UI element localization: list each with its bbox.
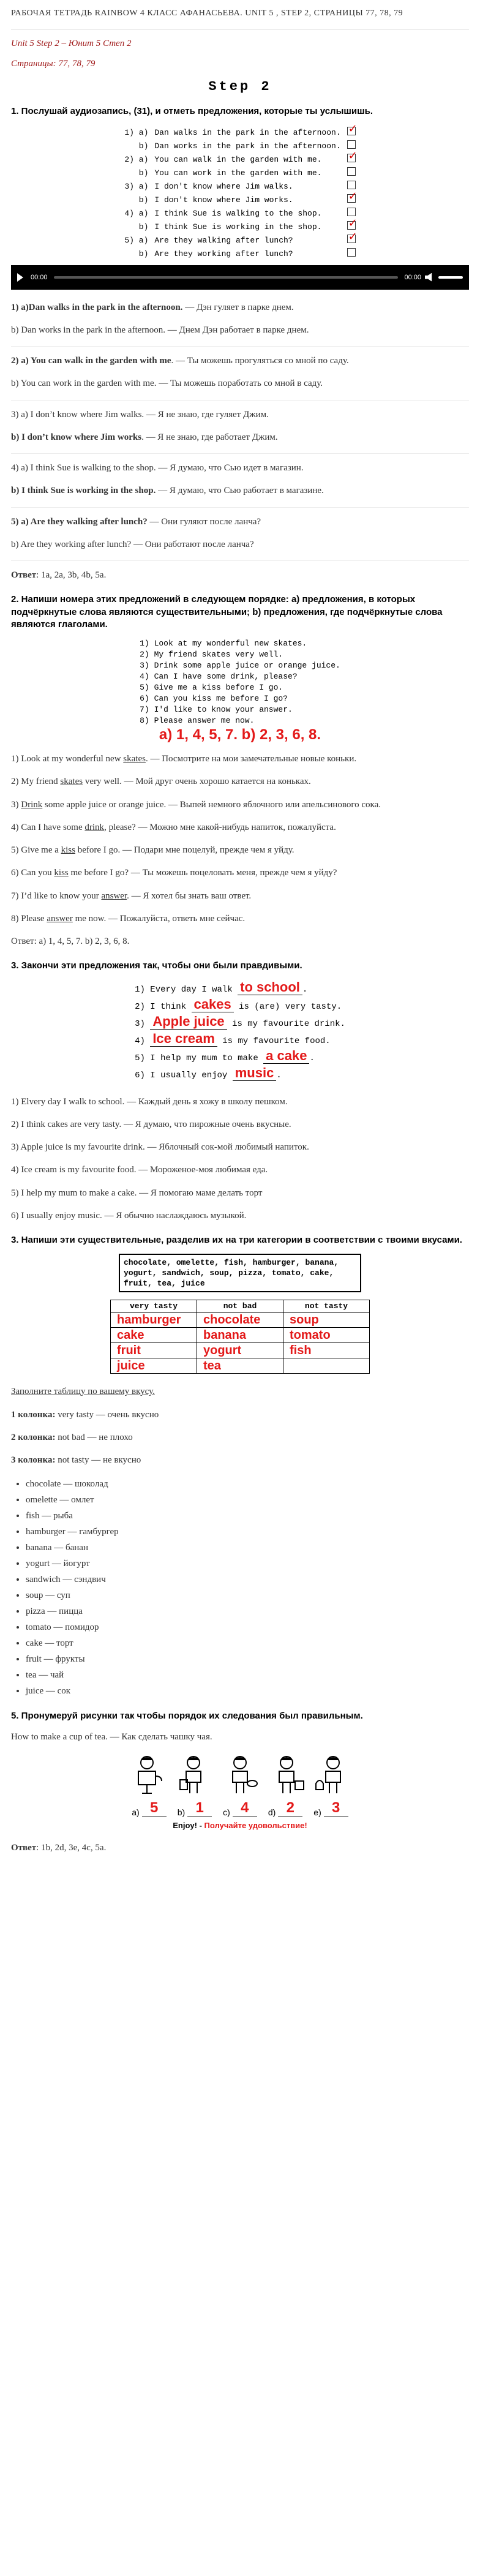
filled-answer: music xyxy=(233,1065,277,1081)
list-item: • yogurt — йогурт xyxy=(26,1556,469,1572)
list-item: • fish — рыба xyxy=(26,1508,469,1524)
list-item: • juice — сок xyxy=(26,1683,469,1699)
sentence-end: is my favourite food. xyxy=(217,1036,331,1046)
column-label: 3 колонка: xyxy=(11,1455,56,1466)
task2-sentence-list xyxy=(140,638,340,726)
picture-c-icon xyxy=(218,1753,262,1797)
column-descriptions xyxy=(11,1408,469,1468)
translation-line: 3) Apple juice is my favourite drink. — Яблочный сок-мой любимый напиток. xyxy=(11,1142,309,1153)
sentence-number: b) xyxy=(138,195,149,205)
sentence-end: is my favourite drink. xyxy=(227,1019,345,1029)
picture-d-icon xyxy=(264,1753,309,1797)
sentence-row xyxy=(122,181,358,193)
divider xyxy=(11,507,469,508)
russian-translation: — Можно мне какой-нибудь напиток, пожалуйста. xyxy=(135,822,336,832)
list-item: • omelette — омлет xyxy=(26,1492,469,1508)
english-sentence: b) You can work in the garden with me. xyxy=(11,378,157,389)
table-cell: banana xyxy=(197,1328,283,1343)
russian-translation: — Я думаю, что Сью идет в магазин. xyxy=(156,463,304,473)
table-cell: chocolate xyxy=(197,1312,283,1328)
audio-time-total: 00:00 xyxy=(404,273,421,281)
column-text: not bad — не плохо xyxy=(55,1432,133,1442)
english-part: 2) My friend xyxy=(11,777,61,787)
filled-answer: cakes xyxy=(192,996,234,1012)
pages-subtitle: Страницы: 77, 78, 79 xyxy=(11,59,96,69)
sentence-text: Dan walks in the park in the afternoon. xyxy=(154,128,341,138)
picture-order-row xyxy=(11,1799,469,1817)
fill-sentence xyxy=(135,980,345,997)
underlined-word: skates xyxy=(60,777,83,787)
task2-answer: Ответ: а) 1, 4, 5, 7. b) 2, 3, 6, 8. xyxy=(11,936,130,947)
sentence-number: b) xyxy=(138,222,149,232)
check-mark-icon: ✓ xyxy=(348,122,358,135)
list-item: 1) Look at my wonderful new skates. xyxy=(140,639,307,649)
column-description xyxy=(11,1408,469,1422)
list-item: 7) I'd like to know your answer. xyxy=(140,705,293,715)
table-cell: hamburger xyxy=(111,1312,197,1328)
sentence-number: b) xyxy=(138,249,149,259)
table-cell: cake xyxy=(111,1328,197,1343)
sentence-row xyxy=(122,235,358,247)
check-mark-icon: ✓ xyxy=(348,149,358,162)
sentence-text: Are they working after lunch? xyxy=(154,249,293,259)
filled-answer: Ice cream xyxy=(150,1031,217,1047)
underlined-word: kiss xyxy=(54,868,69,878)
task1-answer: Ответ: 1a, 2a, 3b, 4b, 5a. xyxy=(11,570,107,581)
checkbox[interactable] xyxy=(347,140,356,149)
translation-line xyxy=(11,912,469,926)
english-part: . xyxy=(127,891,129,901)
step-title: Step 2 xyxy=(208,79,272,95)
sentence-text: I think Sue is walking to the shop. xyxy=(154,209,322,219)
english-sentence: 5) a) Are they walking after lunch? xyxy=(11,516,148,527)
underlined-word: drink xyxy=(84,822,105,832)
table-row xyxy=(111,1312,370,1328)
food-vocabulary-list xyxy=(11,1476,469,1699)
list-item: • soup — суп xyxy=(26,1587,469,1603)
task1-sentence-table xyxy=(121,122,359,262)
english-part: me now. xyxy=(72,913,107,924)
order-number: 5 xyxy=(142,1799,167,1817)
divider xyxy=(11,453,469,454)
table-cell: tea xyxy=(197,1358,283,1374)
checkbox[interactable] xyxy=(347,208,356,216)
russian-translation: — Днем Дэн работает в парке днем. xyxy=(165,325,309,335)
table-cell: fruit xyxy=(111,1343,197,1358)
sentence-text: Dan works in the park in the afternoon. xyxy=(154,141,341,151)
english-sentence: b) Dan works in the park in the afternoon. xyxy=(11,325,166,335)
translation-line: 4) Ice cream is my favourite food. — Мороженое-моя любимая еда. xyxy=(11,1165,268,1175)
table-cell: juice xyxy=(111,1358,197,1374)
checkbox[interactable] xyxy=(347,149,358,162)
sentence-text: I don't know where Jim works. xyxy=(154,195,293,205)
translation-line xyxy=(11,752,469,766)
order-letter: b) xyxy=(177,1807,186,1817)
task5-subtitle: How to make a cup of tea. — Как сделать чашку чая. xyxy=(11,1731,212,1742)
filled-answer: to school xyxy=(238,979,302,995)
translation-line xyxy=(11,798,469,812)
order-letter: d) xyxy=(268,1807,276,1817)
translation-line xyxy=(11,354,469,368)
picture-e-icon xyxy=(311,1753,355,1797)
filled-answer: Apple juice xyxy=(150,1014,227,1030)
underlined-word: Drink xyxy=(21,799,43,810)
sentence-checkbox-cell xyxy=(345,149,358,166)
table-row xyxy=(111,1343,370,1358)
audio-time-current: 00:00 xyxy=(31,273,48,281)
order-entry xyxy=(223,1799,257,1817)
filled-answer: a cake xyxy=(263,1048,309,1064)
order-letter: a) xyxy=(132,1807,140,1817)
list-item: 3) Drink some apple juice or orange juice. xyxy=(140,661,340,671)
sentence-row xyxy=(122,154,358,166)
sentence-start: 4) xyxy=(135,1036,151,1046)
list-item: 8) Please answer me now. xyxy=(140,716,255,726)
translation-line xyxy=(11,821,469,835)
translation-line xyxy=(11,301,469,315)
english-part: , please? xyxy=(104,822,136,832)
underlined-word: kiss xyxy=(61,845,75,856)
sentence-row xyxy=(122,248,358,260)
sentence-end: . xyxy=(276,1070,282,1080)
sentence-start: 2) I think xyxy=(135,1001,192,1012)
audio-player[interactable] xyxy=(11,265,469,290)
russian-translation: — Подари мне поцелуй, прежде чем я уйду. xyxy=(120,845,294,856)
english-part: some apple juice or orange juice. xyxy=(42,799,167,810)
sentence-row xyxy=(122,221,358,233)
translation-line xyxy=(11,461,469,475)
divider xyxy=(11,29,469,30)
underlined-word: skates xyxy=(123,754,146,764)
translation-line xyxy=(11,889,469,903)
sentence-end: . xyxy=(302,984,308,995)
food-category-table xyxy=(110,1300,370,1374)
list-item: • tomato — помидор xyxy=(26,1619,469,1635)
picture-a-icon xyxy=(125,1753,169,1797)
order-number: 2 xyxy=(278,1799,302,1817)
russian-translation: . — Ты можешь прогуляться со мной по саду. xyxy=(171,356,349,366)
order-entry xyxy=(268,1799,302,1817)
page-title: РАБОЧАЯ ТЕТРАДЬ RAINBOW 4 КЛАСС АФАНАСЬЕВА. UNIT 5 , STEP 2, СТРАНИЦЫ 77, 78, 79 xyxy=(11,9,403,18)
russian-translation: — Пожалуйста, ответь мне сейчас. xyxy=(106,913,246,924)
order-letter: c) xyxy=(223,1807,230,1817)
table-cell: tomato xyxy=(283,1328,370,1343)
translation-line xyxy=(11,408,469,422)
sentence-row xyxy=(122,167,358,179)
checkbox[interactable] xyxy=(347,181,356,189)
enjoy-caption: Enjoy! - Получайте удовольствие! xyxy=(173,1820,307,1830)
underlined-word: answer xyxy=(101,891,127,901)
english-sentence: b) I don’t know where Jim works xyxy=(11,432,142,442)
list-item: • hamburger — гамбургер xyxy=(26,1524,469,1540)
task3-exercise xyxy=(11,980,469,1083)
sentence-number: 1) a) xyxy=(124,128,149,138)
task5-answer: Ответ: 1b, 2d, 3e, 4c, 5a. xyxy=(11,1842,107,1853)
sentence-checkbox-cell xyxy=(345,122,358,139)
russian-translation: — Ты можешь поработать со мной в саду. xyxy=(156,378,323,389)
english-sentence: 1) a)Dan walks in the park in the afternoon. xyxy=(11,302,183,312)
table-row xyxy=(111,1328,370,1343)
task3-heading: 3. Закончи эти предложения так, чтобы они были правдивыми. xyxy=(11,960,302,971)
sentence-number: 3) a) xyxy=(124,182,149,192)
english-sentence: 4) a) I think Sue is walking to the shop. xyxy=(11,463,156,473)
divider xyxy=(11,400,469,401)
sentence-number: 5) a) xyxy=(124,236,149,246)
order-number: 3 xyxy=(324,1799,348,1817)
sentence-text: I don't know where Jim walks. xyxy=(154,182,293,192)
fill-sentence xyxy=(135,1066,345,1083)
sentence-row xyxy=(122,140,358,153)
sentence-number: b) xyxy=(138,141,149,151)
list-item: 5) Give me a kiss before I go. xyxy=(140,683,283,693)
check-mark-icon: ✓ xyxy=(348,230,358,243)
table-header: not bad xyxy=(197,1300,283,1312)
sentence-end: . xyxy=(309,1053,315,1063)
table-header: not tasty xyxy=(283,1300,370,1312)
list-item: • cake — торт xyxy=(26,1635,469,1651)
translation-line xyxy=(11,866,469,880)
russian-translation: — Они гуляют после ланча? xyxy=(147,516,261,527)
english-part: 4) Can I have some xyxy=(11,822,85,832)
task2-translations xyxy=(11,752,469,926)
divider xyxy=(11,346,469,347)
table-cell: fish xyxy=(283,1343,370,1358)
checkbox[interactable] xyxy=(347,189,358,203)
sentence-number: 4) a) xyxy=(124,209,149,219)
russian-translation: — Выпей немного яблочного или апельсинового сока. xyxy=(166,799,381,810)
sentence-text: Are they walking after lunch? xyxy=(154,236,293,246)
list-item: • chocolate — шоколад xyxy=(26,1476,469,1492)
english-part: 1) Look at my wonderful new xyxy=(11,754,124,764)
column-description xyxy=(11,1453,469,1467)
checkbox[interactable] xyxy=(347,122,358,135)
table-row xyxy=(111,1358,370,1374)
english-sentence: b) Are they working after lunch? xyxy=(11,539,132,549)
english-sentence: 2) a) You can walk in the garden with me xyxy=(11,356,171,366)
sentence-checkbox-cell xyxy=(345,248,358,260)
task3-translations xyxy=(11,1095,469,1224)
volume-slider[interactable] xyxy=(438,276,463,279)
underlined-word: answer xyxy=(47,913,73,924)
sentence-number: b) xyxy=(138,168,149,178)
english-part: very well. xyxy=(83,777,122,787)
english-sentence: 3) a) I don’t know where Jim walks. xyxy=(11,409,144,420)
sentence-checkbox-cell xyxy=(345,189,358,206)
checkbox[interactable] xyxy=(347,216,358,230)
check-mark-icon: ✓ xyxy=(348,216,358,230)
order-letter: e) xyxy=(313,1807,321,1817)
order-entry xyxy=(313,1799,348,1817)
order-entry xyxy=(178,1799,212,1817)
fill-sentence xyxy=(135,1014,345,1031)
sentence-number: 2) a) xyxy=(124,155,149,165)
english-part: . xyxy=(145,754,148,764)
column-description xyxy=(11,1431,469,1445)
checkbox[interactable] xyxy=(347,167,356,176)
column-label: 1 колонка: xyxy=(11,1409,56,1420)
checkbox[interactable] xyxy=(347,248,356,257)
task2-heading: 2. Напиши номера этих предложений в следующем порядке: a) предложения, в которых подчёркнутые слова являются существительными; b) предложения, где подчёркнутые слова являются глаголами. xyxy=(11,594,443,630)
column-text: not tasty — не вкусно xyxy=(55,1455,141,1466)
list-item: • fruit — фрукты xyxy=(26,1651,469,1667)
sentence-row xyxy=(122,127,358,139)
translation-line: 5) I help my mum to make a cake. — Я помогаю маме делать торт xyxy=(11,1188,263,1198)
order-number: 4 xyxy=(233,1799,257,1817)
task4-heading: 3. Напиши эти существительные, разделив их на три категории в соответствии с твоими вкусами. xyxy=(11,1235,462,1246)
sentence-text: You can work in the garden with me. xyxy=(154,168,322,178)
translation-line: 2) I think cakes are very tasty. — Я думаю, что пирожные очень вкусные. xyxy=(11,1119,291,1129)
russian-translation: — Я не знаю, где гуляет Джим. xyxy=(144,409,269,420)
translation-line: 1) Elvery day I walk to school. — Каждый день я хожу в школу пешком. xyxy=(11,1096,288,1107)
fill-sentence xyxy=(135,1031,345,1049)
english-part: before I go. xyxy=(75,845,121,856)
checkbox[interactable] xyxy=(347,230,358,243)
russian-translation: — Посмотрите на мои замечательные новые коньки. xyxy=(148,754,357,764)
play-icon[interactable] xyxy=(17,273,23,282)
sentence-text: I think Sue is working in the shop. xyxy=(154,222,322,232)
sentence-start: 3) xyxy=(135,1019,151,1029)
list-item: • sandwich — сэндвич xyxy=(26,1572,469,1587)
russian-translation: — Я думаю, что Сью работает в магазине. xyxy=(156,486,324,496)
russian-translation: . — Я не знаю, где работает Джим. xyxy=(141,432,278,442)
sentence-start: 5) I help my mum to make xyxy=(135,1053,264,1063)
table-cell xyxy=(283,1358,370,1374)
table-cell: soup xyxy=(283,1312,370,1328)
translation-line xyxy=(11,538,469,552)
sentence-row xyxy=(122,208,358,220)
translation-line xyxy=(11,377,469,391)
task3-fill-sentences xyxy=(135,980,345,1083)
translation-line xyxy=(11,484,469,498)
russian-translation: — Ты можешь поцеловать меня, прежде чем я уйду? xyxy=(129,868,337,878)
translation-line xyxy=(11,431,469,445)
table-cell: yogurt xyxy=(197,1343,283,1358)
order-entry xyxy=(132,1799,166,1817)
list-item: • tea — чай xyxy=(26,1667,469,1683)
fill-sentence xyxy=(135,1049,345,1066)
sentence-checkbox-cell xyxy=(345,230,358,247)
column-label: 2 колонка: xyxy=(11,1432,56,1442)
task1-heading: 1. Послушай аудиозапись, (31), и отметь предложения, которые ты услышишь. xyxy=(11,106,373,117)
sentence-end: is (are) very tasty. xyxy=(233,1001,342,1012)
sentence-text: You can walk in the garden with me. xyxy=(154,155,322,165)
english-part: 3) xyxy=(11,799,21,810)
task2-handwritten-answer: a) 1, 4, 5, 7. b) 2, 3, 6, 8. xyxy=(159,726,321,744)
translation-line xyxy=(11,323,469,337)
table-header: very tasty xyxy=(111,1300,197,1312)
tea-pictures xyxy=(11,1753,469,1797)
translation-line xyxy=(11,515,469,529)
fill-sentence xyxy=(135,997,345,1014)
sentence-checkbox-cell xyxy=(345,167,358,179)
task5-heading: 5. Пронумеруй рисунки так чтобы порядок их следования был правильным. xyxy=(11,1711,363,1722)
russian-translation: — Я хотел бы знать ваш ответ. xyxy=(129,891,252,901)
task2-exercise xyxy=(11,638,469,744)
english-part: 6) Can you xyxy=(11,868,54,878)
fill-table-note: Заполните таблицу по вашему вкусу. xyxy=(11,1387,155,1397)
picture-b-icon xyxy=(171,1753,216,1797)
column-text: very tasty — очень вкусно xyxy=(55,1409,159,1420)
english-part: 5) Give me a xyxy=(11,845,61,856)
sentence-start: 6) I usually enjoy xyxy=(135,1070,233,1080)
sentence-row xyxy=(122,194,358,206)
translation-line: 6) I usually enjoy music. — Я обычно наслаждаюсь музыкой. xyxy=(11,1210,247,1221)
list-item: 2) My friend skates very well. xyxy=(140,650,283,660)
divider xyxy=(11,560,469,561)
translation-line xyxy=(11,843,469,857)
unit-subtitle: Unit 5 Step 2 – Юнит 5 Степ 2 xyxy=(11,39,132,49)
russian-translation: — Они работают после ланча? xyxy=(131,539,254,549)
russian-translation: — Мой друг очень хорошо катается на коньках. xyxy=(121,777,311,787)
english-part: me before I go? xyxy=(68,868,129,878)
english-sentence: b) I think Sue is working in the shop. xyxy=(11,486,156,496)
sentence-start: 1) Every day I walk xyxy=(135,984,238,995)
list-item: • banana — банан xyxy=(26,1540,469,1556)
english-part: 8) Please xyxy=(11,913,47,924)
food-words-box: chocolate, omelette, fish, hamburger, banana, yogurt, sandwich, soup, pizza, tomato, cake, fruit, tea, juice xyxy=(119,1254,361,1292)
list-item: 4) Can I have some drink, please? xyxy=(140,672,298,682)
check-mark-icon: ✓ xyxy=(348,189,358,203)
order-number: 1 xyxy=(187,1799,212,1817)
task1-translations xyxy=(11,301,469,562)
list-item: 6) Can you kiss me before I go? xyxy=(140,694,288,704)
list-item: • pizza — пицца xyxy=(26,1603,469,1619)
english-part: 7) I’d like to know your xyxy=(11,891,102,901)
volume-icon[interactable] xyxy=(425,273,433,282)
russian-translation: — Дэн гуляет в парке днем. xyxy=(182,302,294,312)
audio-progress-bar[interactable] xyxy=(54,276,399,279)
translation-line xyxy=(11,775,469,789)
